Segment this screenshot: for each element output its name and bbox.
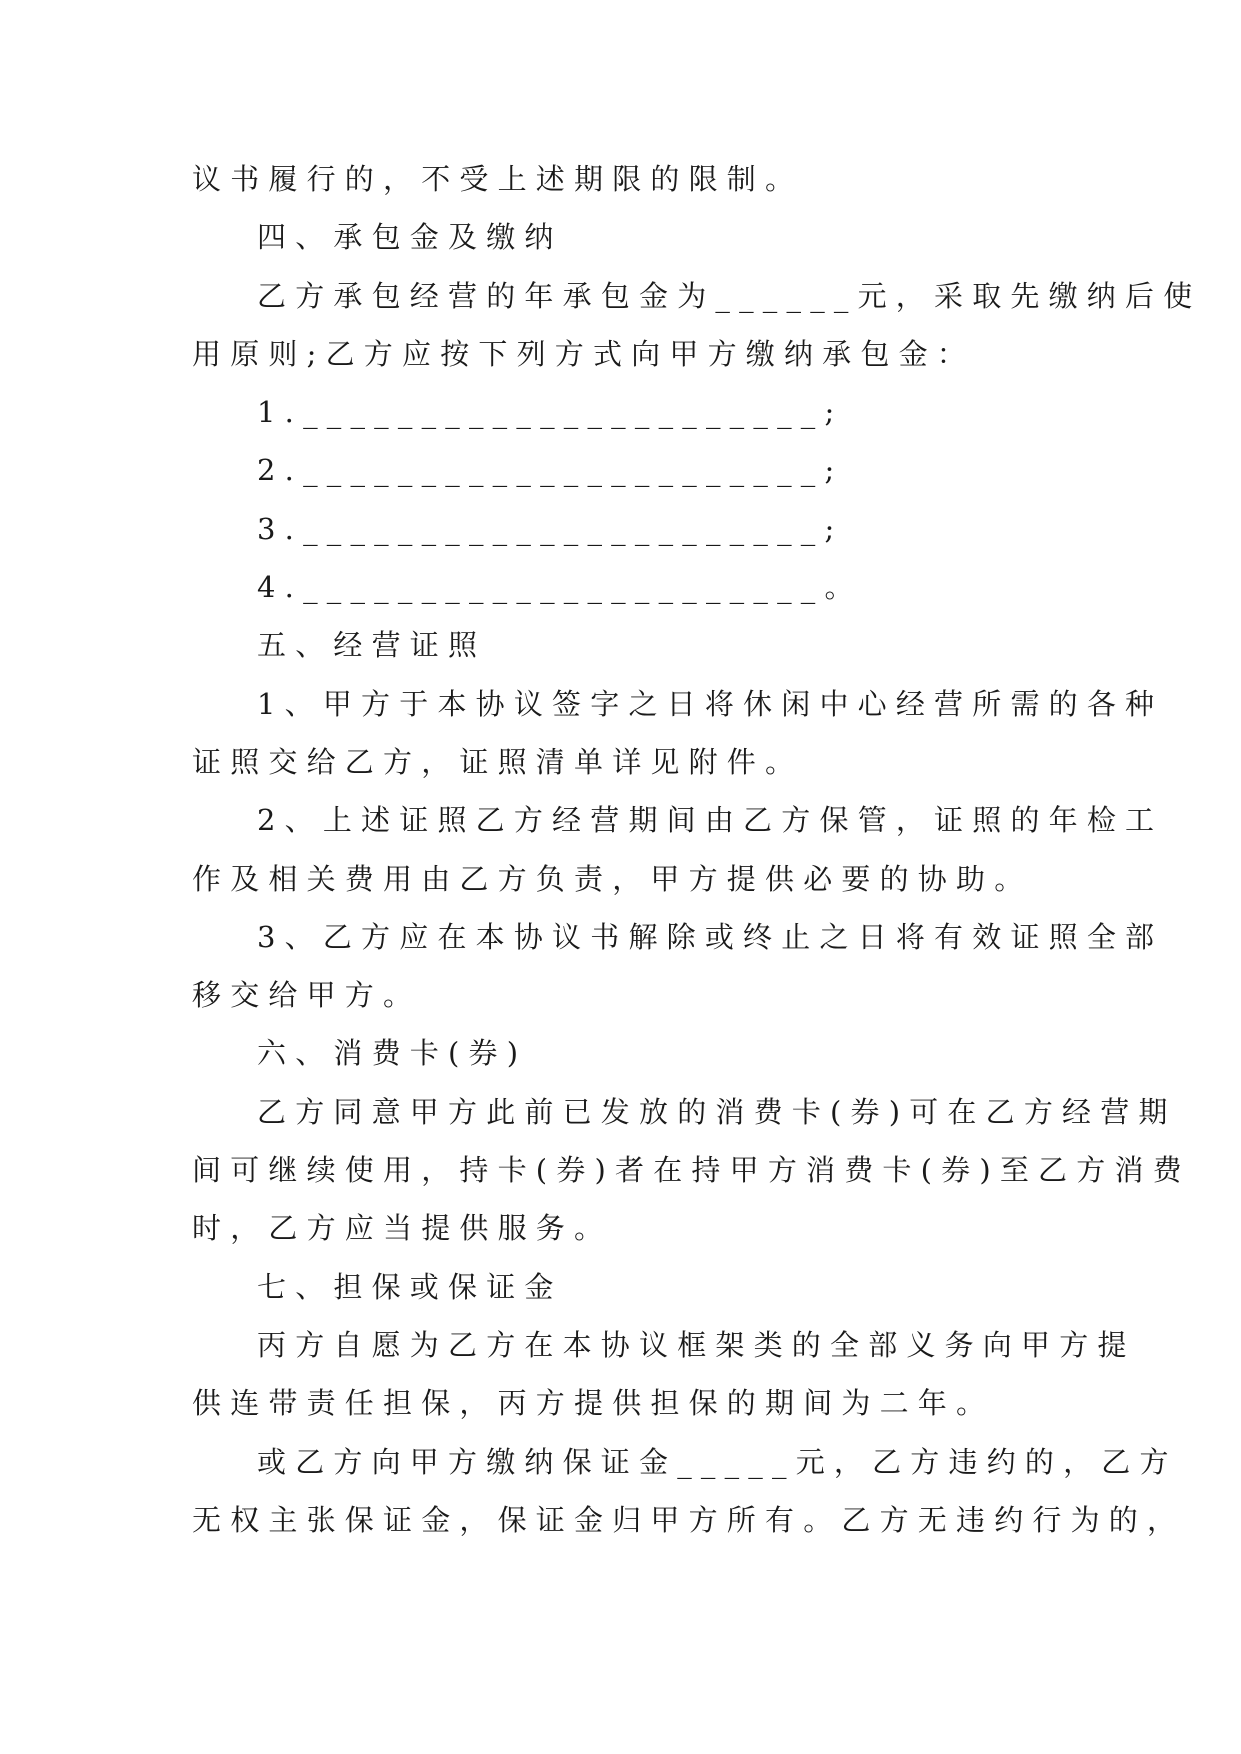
document-line: 用原则;乙方应按下列方式向甲方缴纳承包金： bbox=[192, 336, 975, 371]
document-line: 乙方承包经营的年承包金为______元，采取先缴纳后使 bbox=[257, 278, 1202, 313]
document-line: 3、乙方应在本协议书解除或终止之日将有效证照全部 bbox=[257, 919, 1164, 954]
document-line: 间可继续使用，持卡(券)者在持甲方消费卡(券)至乙方消费 bbox=[192, 1153, 1191, 1188]
document-line: 乙方同意甲方此前已发放的消费卡(券)可在乙方经营期 bbox=[257, 1094, 1177, 1129]
document-line: 1、甲方于本协议签字之日将休闲中心经营所需的各种 bbox=[257, 686, 1164, 721]
document-line: 四、承包金及缴纳 bbox=[257, 220, 563, 255]
document-line: 议书履行的，不受上述期限的限制。 bbox=[192, 162, 804, 196]
document-body bbox=[192, 150, 1202, 1549]
document-line: 2.______________________; bbox=[257, 453, 844, 488]
document-line: 七、担保或保证金 bbox=[257, 1269, 563, 1304]
document-line: 时，乙方应当提供服务。 bbox=[192, 1211, 613, 1246]
document-line: 无权主张保证金，保证金归甲方所有。乙方无违约行为的， bbox=[192, 1502, 1186, 1537]
document-line: 供连带责任担保，丙方提供担保的期间为二年。 bbox=[192, 1386, 995, 1421]
document-line: 作及相关费用由乙方负责，甲方提供必要的协助。 bbox=[192, 861, 1033, 896]
document-line: 3.______________________; bbox=[257, 511, 844, 546]
document-line: 丙方自愿为乙方在本协议框架类的全部义务向甲方提 bbox=[257, 1327, 1136, 1362]
document-line: 移交给甲方。 bbox=[192, 978, 422, 1013]
document-line: 或乙方向甲方缴纳保证金_____元，乙方违约的，乙方 bbox=[257, 1444, 1178, 1479]
document-line: 2、上述证照乙方经营期间由乙方保管，证照的年检工 bbox=[257, 803, 1164, 838]
document-line: 六、消费卡(券) bbox=[257, 1036, 528, 1071]
document-line: 4.______________________。 bbox=[257, 570, 863, 605]
document-line: 1.______________________; bbox=[257, 395, 844, 430]
document-line: 五、经营证照 bbox=[257, 628, 487, 663]
document-line: 证照交给乙方，证照清单详见附件。 bbox=[192, 744, 804, 779]
